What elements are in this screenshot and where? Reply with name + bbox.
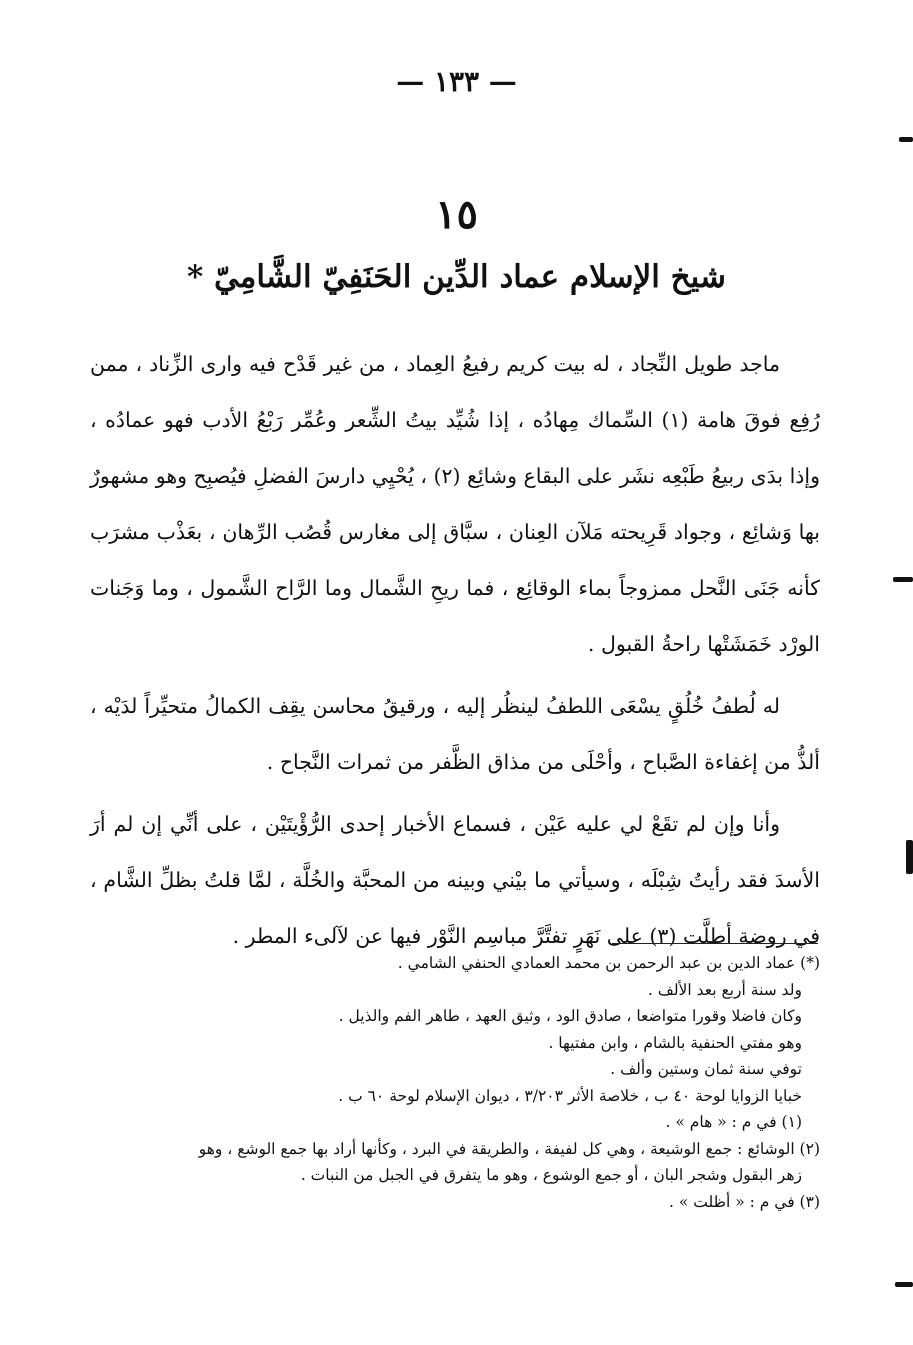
margin-scan-mark	[899, 137, 913, 142]
chapter-title: شيخ الإسلام عماد الدِّين الحَنَفِيّ الشَّامِيّ *	[186, 259, 727, 295]
margin-scan-mark	[893, 577, 913, 582]
body-paragraph-3: وأنا وإن لم تقَعْ لي عليه عَيْن ، فسماع الأخبار إحدى الرُّؤْيتَيْن ، على أنِّي إن لم أرَ الأسدَ فقد رأيتُ شِبْلَه ، وسيأتي ما بيْني وبينه من المحبَّة والخُلَّة ، لمَّا قلتُ بظلِّ الشَّام ، في روضة أطلَّت (٣) على نَهَرٍ تفتَّرَّ مباسِم النَّوْر فيها عن لآلىء المطر .	[90, 812, 820, 948]
footnote-separator	[612, 943, 818, 944]
footnotes-section	[80, 950, 820, 1215]
footnote-mufti: وهو مفتي الحنفية بالشام ، وابن مفتيها .	[548, 1033, 802, 1052]
footnote-2-continued: زهر البقول وشجر البان ، أو جمع الوشوع ، وهو ما يتفرق في الجبل من النبات .	[300, 1166, 802, 1184]
margin-scan-mark	[906, 840, 913, 874]
body-paragraph-2: له لُطفُ خُلُقٍ يسْعَى اللطفُ لينظُر إليه ، ورقيقُ محاسن يقِف الكمالُ متحيِّراً لدَيْه ، ألذُّ من إغفاءة الصَّباح ، وأحْلَى من مذاق الظَّفر من ثمرات النَّجاح .	[90, 694, 820, 774]
margin-scan-mark	[895, 1282, 913, 1287]
footnote-references: خبايا الزوايا لوحة ٤٠ ب ، خلاصة الأثر ٣/٢٠٣ ، ديوان الإسلام لوحة ٦٠ ب .	[338, 1086, 802, 1105]
page-number-header: — ١٣٣ —	[396, 65, 517, 98]
section-number: ١٥	[435, 191, 478, 238]
body-paragraph-1: ماجد طويل النِّجاد ، له بيت كريم رفيعُ العِماد ، من غير قَدْح فيه وارى الزِّناد ، ممن رُفِع فوقَ هامة (١) السِّماك مِهادُه ، إذا شُيِّد بيتُ الشِّعر وعُمِّر رَبْعُ الأدب فهو عمادُه ، وإذا بدَى ربيعُ طَبْعِه نشَر على البقاع وشائِع (٢) ، يُحْيِي دارسَ الفضلِ فيُصبِح وهو مشهورٌ بها وَشائِع ، وجواد قَرِيحته مَلآن العِنان ، سبَّاق إلى مغارس قُصُب الرِّهان ، بعَذْب مشرَب كأنه جَنَى النَّحل ممزوجاً بماء الوقائِع ، فما ريحِ الشَّمال وما الرَّاح الشَّمول ، وما وَجَنات الورْد خَمَشَتْها راحةُ القبول .	[90, 352, 821, 656]
footnote-biography-source: (*) عماد الدين بن عبد الرحمن بن محمد العمادي الحنفي الشامي .	[397, 954, 820, 972]
footnote-description: وكان فاضلا وقورا متواضعا ، صادق الود ، وثيق العهد ، طاهر الفم والذيل .	[338, 1007, 802, 1025]
main-body-text	[90, 336, 820, 970]
footnote-1: (١) في م : « هام » .	[665, 1113, 802, 1131]
footnote-birth: ولد سنة أربع بعد الألف .	[647, 980, 802, 999]
footnote-death: توفي سنة ثمان وستين وألف .	[610, 1060, 802, 1078]
footnote-3: (٣) في م : « أظلت » .	[669, 1192, 820, 1211]
footnote-2: (٢) الوشائع : جمع الوشيعة ، وهي كل لفيفة ، والطريقة في البرد ، وكأنها أراد بها جمع الوشع ، وهو	[198, 1139, 820, 1158]
